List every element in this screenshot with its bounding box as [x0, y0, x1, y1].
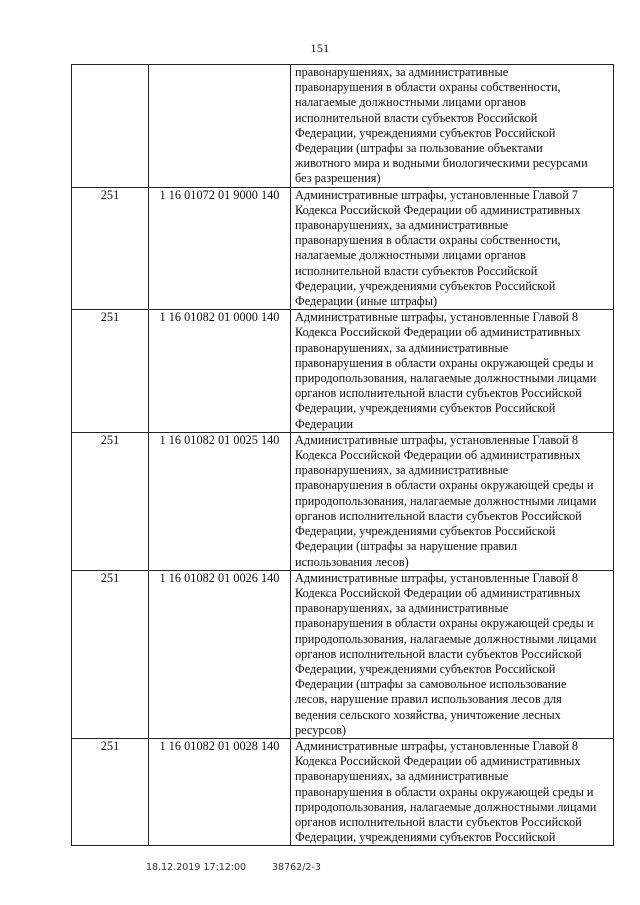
description-line: Федерации (иные штрафы)	[295, 294, 438, 309]
footer-timestamp: 18.12.2019 17:12:00	[146, 862, 247, 873]
description-line: правонарушениях, за административные	[295, 340, 509, 355]
description-line: Федерации, учреждениями субъектов Российской	[295, 278, 556, 293]
description-cell	[291, 738, 614, 845]
description-line: Административные штрафы, установленные Главой 8	[295, 432, 579, 447]
description-line: использования лесов)	[295, 554, 409, 569]
description-line: Кодекса Российской Федерации об административных	[295, 754, 581, 769]
description-line: природопользования, налагаемые должностными лицами	[295, 371, 597, 386]
admin-code-cell: 251	[72, 432, 149, 570]
description-line: Федерации, учреждениями субъектов Российской	[295, 524, 556, 539]
description-cell	[291, 65, 614, 188]
budget-classification-table	[71, 64, 614, 846]
admin-code-cell: 251	[72, 570, 149, 738]
description-line: Административные штрафы, установленные Главой 8	[295, 310, 579, 325]
table-row	[72, 310, 614, 433]
income-code-cell: 1 16 01072 01 9000 140	[149, 187, 291, 310]
description-line: Федерации (штрафы за нарушение правил	[295, 539, 518, 554]
table-row	[72, 570, 614, 738]
table-row	[72, 65, 614, 188]
description-cell	[291, 187, 614, 310]
description-line: правонарушения в области охраны собственности,	[295, 80, 561, 95]
description-line: исполнительной власти субъектов Российской	[295, 110, 538, 125]
description-line: Кодекса Российской Федерации об административных	[295, 202, 581, 217]
description-line: Федерации (штрафы за пользование объектами	[295, 141, 543, 156]
table-row	[72, 187, 614, 310]
description-line: Административные штрафы, установленные Главой 8	[295, 738, 579, 753]
description-line: правонарушения в области охраны окружающей среды и	[295, 478, 594, 493]
description-line: органов исполнительной власти субъектов Российской	[295, 814, 582, 829]
description-line: Административные штрафы, установленные Главой 7	[295, 187, 579, 202]
description-line: Федерации (штрафы за самовольное использование	[295, 677, 567, 692]
description-line: Федерации, учреждениями субъектов Российской	[295, 661, 556, 676]
income-code-cell: 1 16 01082 01 0025 140	[149, 432, 291, 570]
description-line: природопользования, налагаемые должностными лицами	[295, 799, 597, 814]
description-line: органов исполнительной власти субъектов Российской	[295, 646, 582, 661]
description-line: правонарушениях, за административные	[295, 218, 509, 233]
table-row	[72, 432, 614, 570]
description-line: правонарушения в области охраны окружающей среды и	[295, 616, 594, 631]
description-line: правонарушения в области охраны собственности,	[295, 233, 561, 248]
description-line: Кодекса Российской Федерации об административных	[295, 448, 581, 463]
description-cell	[291, 432, 614, 570]
description-line: Федерации, учреждениями субъектов Российской	[295, 401, 556, 416]
description-cell	[291, 310, 614, 433]
description-line: Федерации, учреждениями субъектов Российской	[295, 830, 556, 845]
page-number: 151	[310, 41, 330, 55]
description-line: ресурсов)	[295, 722, 347, 737]
description-line: без разрешения)	[295, 171, 381, 186]
description-line: правонарушениях, за административные	[295, 463, 509, 478]
description-line: Административные штрафы, установленные Главой 8	[295, 570, 579, 585]
income-code-cell	[149, 65, 291, 188]
description-line: ведения сельского хозяйства, уничтожение лесных	[295, 707, 561, 722]
description-line: правонарушения в области охраны окружающей среды и	[295, 784, 594, 799]
description-line: Федерации, учреждениями субъектов Российской	[295, 125, 556, 140]
description-line: Кодекса Российской Федерации об административных	[295, 325, 581, 340]
description-line: природопользования, налагаемые должностными лицами	[295, 631, 597, 646]
description-line: исполнительной власти субъектов Российской	[295, 263, 538, 278]
description-line: налагаемые должностными лицами органов	[295, 248, 526, 263]
description-line: правонарушениях, за административные	[295, 65, 509, 79]
description-line: правонарушениях, за административные	[295, 769, 509, 784]
income-code-cell: 1 16 01082 01 0000 140	[149, 310, 291, 433]
income-code-cell: 1 16 01082 01 0026 140	[149, 570, 291, 738]
description-line: животного мира и водными биологическими ресурсами	[295, 156, 588, 171]
admin-code-cell	[72, 65, 149, 188]
description-line: правонарушениях, за административные	[295, 601, 509, 616]
description-line: лесов, нарушение правил использования лесов для	[295, 692, 562, 707]
table-row	[72, 738, 614, 845]
income-code-cell: 1 16 01082 01 0028 140	[149, 738, 291, 845]
description-line: Кодекса Российской Федерации об административных	[295, 585, 581, 600]
description-cell	[291, 570, 614, 738]
description-line: правонарушения в области охраны окружающей среды и	[295, 355, 594, 370]
admin-code-cell: 251	[72, 187, 149, 310]
description-line: органов исполнительной власти субъектов Российской	[295, 386, 582, 401]
description-line: природопользования, налагаемые должностными лицами	[295, 493, 597, 508]
description-line: налагаемые должностными лицами органов	[295, 95, 526, 110]
footer-document-id: 38762/2-3	[272, 862, 321, 873]
admin-code-cell: 251	[72, 738, 149, 845]
description-line: органов исполнительной власти субъектов Российской	[295, 508, 582, 523]
description-line: Федерации	[295, 416, 354, 431]
admin-code-cell: 251	[72, 310, 149, 433]
